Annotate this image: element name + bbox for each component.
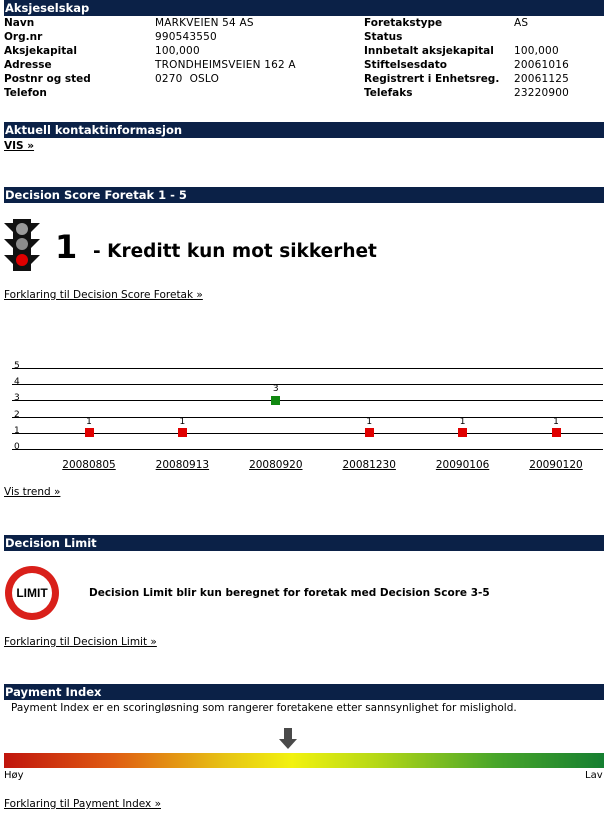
- y-tick-label: 4: [14, 377, 20, 388]
- show-contact-link[interactable]: VIS »: [4, 140, 35, 152]
- limit-sign-text: LIMIT: [16, 586, 48, 600]
- y-tick-label: 5: [14, 361, 20, 371]
- company-section-header: Aksjeselskap: [4, 0, 604, 16]
- show-trend-link[interactable]: Vis trend »: [4, 486, 61, 498]
- payment-description: Payment Index er en scoringløsning som rangerer foretakene etter sannsynlighet for mislighold.: [11, 702, 517, 714]
- data-point-label: 1: [366, 416, 373, 427]
- field-label-orgnr: Org.nr: [4, 31, 43, 43]
- field-value-orgnr: 990543550: [155, 31, 217, 43]
- gridline-0: [12, 449, 603, 450]
- data-point: [85, 428, 94, 437]
- payment-high-label: Lav: [585, 770, 603, 781]
- y-tick-label: 0: [14, 442, 20, 452]
- field-value-postnr: 0270 OSLO: [155, 73, 220, 85]
- gridline-5: [12, 368, 603, 369]
- data-point: [458, 428, 467, 437]
- field-label-adresse: Adresse: [4, 59, 52, 71]
- payment-low-label: Høy: [4, 770, 24, 781]
- data-point: [178, 428, 187, 437]
- payment-index-gradient-bar: [4, 753, 604, 768]
- payment-index-gauge: [4, 728, 604, 770]
- field-label-aksjekapital: Aksjekapital: [4, 45, 77, 57]
- field-label-status: Status: [364, 31, 403, 43]
- x-tick-label[interactable]: 20080913: [155, 459, 210, 471]
- x-tick-label[interactable]: 20081230: [342, 459, 396, 471]
- data-point: [271, 396, 280, 405]
- x-tick-label[interactable]: 20080805: [62, 459, 116, 471]
- field-label-registrert: Registrert i Enhetsreg.: [364, 73, 500, 85]
- y-tick-label: 3: [14, 393, 20, 404]
- limit-section-header: Decision Limit: [4, 535, 604, 551]
- y-tick-label: 1: [14, 425, 20, 436]
- field-label-foretakstype: Foretakstype: [364, 17, 443, 29]
- score-section-header: Decision Score Foretak 1 - 5: [4, 187, 604, 203]
- score-trend-chart: [0, 360, 608, 475]
- gridline-3: [12, 400, 603, 401]
- field-value-registrert: 20061125: [514, 73, 570, 85]
- score-explanation-link[interactable]: Forklaring til Decision Score Foretak »: [4, 289, 203, 301]
- x-tick-label[interactable]: 20080920: [249, 459, 303, 471]
- data-point-label: 3: [272, 384, 279, 395]
- field-value-foretakstype: AS: [514, 17, 529, 29]
- y-tick-label: 2: [14, 409, 20, 420]
- data-point-label: 1: [86, 416, 92, 427]
- field-value-navn: MARKVEIEN 54 AS: [155, 17, 254, 29]
- field-value-aksjekapital: 100,000: [155, 45, 200, 57]
- gridline-2: [12, 417, 603, 418]
- field-label-telefon: Telefon: [4, 87, 47, 99]
- x-tick-label[interactable]: 20090120: [529, 459, 583, 471]
- field-label-innbetalt: Innbetalt aksjekapital: [364, 45, 494, 57]
- score-number: 1: [55, 228, 78, 266]
- field-label-stiftelsesdato: Stiftelsesdato: [364, 59, 447, 71]
- gridline-1: [12, 433, 603, 434]
- payment-section-header: Payment Index: [4, 684, 604, 700]
- field-label-telefaks: Telefaks: [364, 87, 413, 99]
- limit-sign-icon: [4, 565, 60, 621]
- field-label-navn: Navn: [4, 17, 35, 29]
- data-point-label: 1: [179, 416, 186, 427]
- payment-index-indicator-icon: [279, 728, 297, 750]
- traffic-light-icon: [2, 217, 42, 275]
- payment-explanation-link[interactable]: Forklaring til Payment Index »: [4, 798, 161, 810]
- field-value-innbetalt: 100,000: [514, 45, 559, 57]
- x-tick-label[interactable]: 20090106: [435, 459, 490, 471]
- gridline-4: [12, 384, 603, 385]
- data-point: [552, 428, 561, 437]
- field-value-adresse: TRONDHEIMSVEIEN 162 A: [155, 59, 296, 71]
- field-label-postnr: Postnr og sted: [4, 73, 91, 85]
- contact-section-header: Aktuell kontaktinformasjon: [4, 122, 604, 138]
- data-point-label: 1: [459, 416, 466, 427]
- limit-explanation-link[interactable]: Forklaring til Decision Limit »: [4, 636, 157, 648]
- field-value-telefaks: 23220900: [514, 87, 570, 99]
- data-point-label: 1: [553, 416, 559, 427]
- limit-text: Decision Limit blir kun beregnet for foretak med Decision Score 3-5: [89, 587, 490, 599]
- score-text: - Kreditt kun mot sikkerhet: [93, 241, 377, 262]
- data-point: [365, 428, 374, 437]
- field-value-stiftelsesdato: 20061016: [514, 59, 570, 71]
